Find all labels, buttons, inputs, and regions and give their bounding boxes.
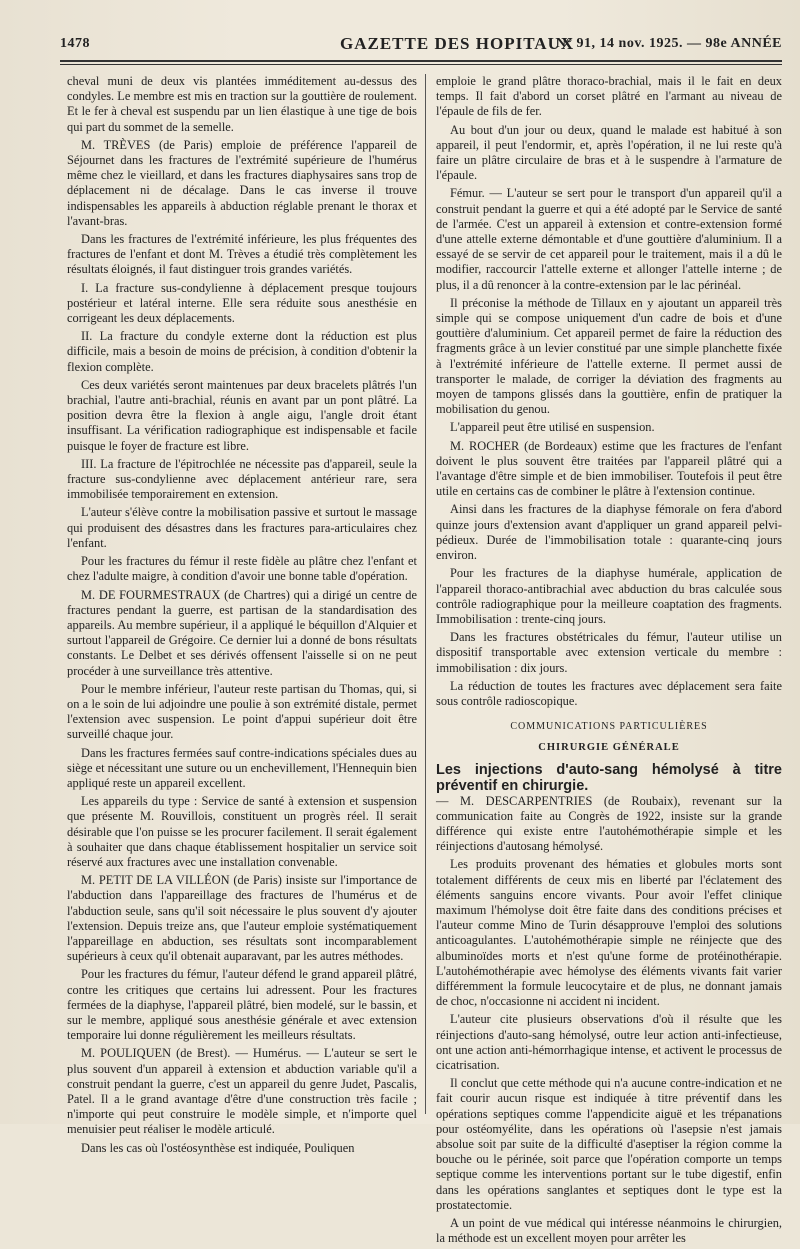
paragraph: Pour les fractures du fémur il reste fidèle au plâtre chez l'enfant et chez l'adulte maigre, à condition d'avoir une bonne table d'opération. <box>67 554 417 584</box>
paragraph: Ainsi dans les fractures de la diaphyse fémorale on fera d'abord quinze jours d'extension avant d'appliquer un grand appareil pelvi-pédieux. Durée de l'immobilisation totale : quarante-cinq jours environ. <box>436 502 782 563</box>
paragraph: Dans les fractures obstétricales du fémur, l'auteur utilise un dispositif transportable avec extension verticale du membre : immobilisation : dix jours. <box>436 630 782 675</box>
paragraph: I. La fracture sus-condylienne à déplacement presque toujours postérieur et latéral interne. Elle sera réduite sous anesthésie en corrigeant les deux déplacements. <box>67 280 417 326</box>
subsection-heading: CHIRURGIE GÉNÉRALE <box>538 742 680 754</box>
paragraph: cheval muni de deux vis plantées imméditement au-dessus des condyles. Le membre est mis en traction sur la gouttière de roulement. Et le fer à cheval est suspendu par un lien élastique à une tige de bois qui part du sommet de la semelle. <box>67 74 417 134</box>
paragraph: III. La fracture de l'épitrochlée ne nécessite pas d'appareil, seule la fracture sus-condylienne avec déplacement antérieur rare, sera immobilisée temporairement en extension. <box>67 456 417 502</box>
paragraph: — M. DESCARPENTRIES (de Roubaix), revenant sur la communication faite au Congrès de 1922, insiste sur la grande différence qui existe entre l'autohémothérapie simple et les réinjections d'autosang hémolysé. <box>436 793 782 854</box>
paragraph: M. PETIT DE LA VILLÉON (de Paris) insiste sur l'importance de l'abduction dans l'appareillage des fractures de l'humérus et de l'abduction seule, sans qu'il soit nécessaire le plus souvent d'y ajouter l'extension. Depuis treize ans, que l'auteur emploie systématiquement l'appareillage en abduction, ses résultats sont incomparablement supérieurs à ceux qu'il obtenait auparavant, par les autres méthodes. <box>67 873 417 964</box>
paragraph: emploie le grand plâtre thoraco-brachial, mais il le fait en deux temps. Il fait d'abord un corset plâtré en l'armant au niveau de l'épaule de fils de fer. <box>436 74 782 119</box>
paragraph: M. TRÈVES (de Paris) emploie de préférence l'appareil de Séjournet dans les fractures de l'extrémité supérieure de l'humérus même chez le vieillard, et dans les fractures diaphysaires sans trop de déplacement ni de décalage. Dans le cas inverse il trouve indispensables les appareils à abduction réglable prenant le thorax et l'avant-bras. <box>67 137 417 228</box>
header-rule <box>60 60 782 62</box>
paragraph: M. POULIQUEN (de Brest). — Humérus. — L'auteur se sert le plus souvent d'un appareil à extension et abduction variable qu'il a construit pendant la guerre, c'est un appareil du genre Judet, Pascalis, Patel. Il a le grand avantage d'être d'une construction très facile ; n'importe qui peut construire le modèle simple, et n'importe quel menuisier peut réaliser le modèle articulé. <box>67 1046 417 1137</box>
paragraph: L'auteur s'élève contre la mobilisation passive et surtout le massage qui produisent des désastres dans les fractures para-articulaires chez l'enfant. <box>67 505 417 550</box>
right-column <box>436 74 782 1249</box>
paragraph: Les produits provenant des hématies et globules morts sont totalement différents de ceux mis en liberté par l'éclatement des éléments sanguins encore vivants. Pour avoir l'effet clinique maximum l'hémolyse doit être faite dans des conditions précises et l'auteur comme Mino de Turin désapprouve l'emploi des solutions anticoagulantes. L'autohémothérapie simple ne réinjecte que des albuminoïdes morts et n'est qu'une forme de protéinothérapie. L'autohémothérapie avec hémolyse des éléments vivants fait varier différemment la formule leucocytaire et de plus, ne donnant jamais de choc, n'occasionne ni accident ni incident. <box>436 857 782 1009</box>
paragraph: A un point de vue médical qui intéresse néanmoins le chirurgien, la méthode est un excellent moyen pour arrêter les <box>436 1216 782 1246</box>
paragraph: Pour les fractures du fémur, l'auteur défend le grand appareil plâtré, contre les critiques que certains lui adressent. Pour les fractures fermées de la diaphyse, l'appareil plâtré, bien modelé, sur le bassin, et sur le membre, appliqué sous anesthésie générale et avec extension temporaire lui donne régulièrement les meilleurs résultats. <box>67 967 417 1043</box>
paragraph: La réduction de toutes les fractures avec déplacement sera faite sous contrôle radioscopique. <box>436 678 782 708</box>
paragraph: Pour le membre inférieur, l'auteur reste partisan du Thomas, qui, si on a le soin de lui adjoindre une poulie à son extrémité distale, permet l'extension avec suspension. Le point d'appui supérieur doit être surveillé chaque jour. <box>67 681 417 742</box>
header-rule-thin <box>60 64 782 65</box>
paragraph: M. DE FOURMESTRAUX (de Chartres) qui a dirigé un centre de fractures pendant la guerre, est partisan de la standardisation des appareils. Au membre supérieur, il a appliqué le béquillon d'Alquier et surtout l'appareil de Grégoire. Ce dernier lui a donné de bons résultats constants. Le Delbet et ses dérivés offensent l'aisselle si on ne peut procéder à une surveillance très attentive. <box>67 587 417 678</box>
paragraph: Dans les fractures de l'extrémité inférieure, les plus fréquentes des fractures de l'enfant et dont M. Trèves a étudié très complètement les résultats éloignés, il faut distinguer trois grandes variétés. <box>67 232 417 277</box>
issue-info: N° 91, 14 nov. 1925. — 98e ANNÉE <box>555 36 782 51</box>
paragraph: Ces deux variétés seront maintenues par deux bracelets plâtrés l'un brachial, l'autre anti-brachial, réunis en avant par un pont plâtré. La position devra être la flexion à angle aigu, l'angle droit étant insuffisant. La vérification radiographique est indispensable et facile puisque le foyer de fracture est libre. <box>67 377 417 453</box>
paragraph: Dans les fractures fermées sauf contre-indications spéciales dues au siège et nécessitant une suture ou un enchevillement, l'Hennequin bien appliqué reste un appareil excellent. <box>67 745 417 790</box>
paragraph: L'auteur cite plusieurs observations d'où il résulte que les réinjections d'auto-sang hémolysé, outre leur action anti-infectieuse, ont une action anti-hémorrhagique intense, et activent le processus de cicatrisation. <box>436 1012 782 1072</box>
paragraph: II. La fracture du condyle externe dont la réduction est plus difficile, mais a besoin de moins de précision, à condition d'obtenir la flexion complète. <box>67 329 417 374</box>
paragraph: M. ROCHER (de Bordeaux) estime que les fractures de l'enfant doivent le plus souvent être traitées par l'appareil plâtré qui a l'avantage d'être simple et de bien immobiliser. Toutefois il peut être utile en certains cas de combiner le plâtre à l'extension continue. <box>436 438 782 499</box>
paragraph: Les appareils du type : Service de santé à extension et suspension que présente M. Rouvillois, constituent un progrès réel. Il serait désirable que l'on puisse se les procurer facilement. Il serait également à souhaiter que dans chaque établissement hospitalier un service soit réservé aux fractures avec une installation convenable. <box>67 794 417 869</box>
page-header <box>60 32 782 60</box>
paragraph: Fémur. — L'auteur se sert pour le transport d'un appareil qu'il a construit pendant la guerre et qui a été adopté par le Service de santé de l'armée. C'est un appareil à extension et contre-extension formé d'une attelle externe démontable et d'une gouttière d'aluminium. Il a essayé de se servir de cet appareil pour le traitement, mais il a dû le modifier, raccourcir l'attelle externe et allonger l'attelle interne ; de plus, il a dû renoncer à la contre-extension par le lac périnéal. <box>436 186 782 292</box>
paragraph: Il conclut que cette méthode qui n'a aucune contre-indication et ne fait courir aucun risque est indiquée à titre préventif dans les opérations septiques comme l'appendicite aiguë et les trépanations pour ostéomyélite, dans les opérations où l'asepsie n'est jamais absolue soit par suite de la difficulté d'aseptiser la région comme la bouche ou le périnée, soit parce que l'opération comporte un temps septique comme les interventions portant sur le tube digestif, enfin dans les opérations sanglantes et septiques dont le type est la prostatectomie. <box>436 1076 782 1212</box>
paragraph: Au bout d'un jour ou deux, quand le malade est habitué à son appareil, il peut l'endormir, et, après l'opération, il ne lui reste qu'à faire un plâtre circulaire de bras et à le suspendre à l'armature de l'épaule. <box>436 122 782 183</box>
page-number: 1478 <box>60 36 90 51</box>
article-title: Les injections d'auto-sang hémolysé à titre préventif en chirurgie. <box>436 761 782 794</box>
left-column <box>67 74 417 1159</box>
column-divider <box>425 74 426 1114</box>
paragraph: Pour les fractures de la diaphyse humérale, application de l'appareil thoraco-antibrachial avec abduction du bras calculée sous contrôle radiographique pour la meilleure coaptation des fragments. Immobilisation : trente-cinq jours. <box>436 566 782 626</box>
paragraph: L'appareil peut être utilisé en suspension. <box>450 420 655 435</box>
journal-title: GAZETTE DES HOPITAUX <box>340 34 575 53</box>
paragraph: Il préconise la méthode de Tillaux en y ajoutant un appareil très simple qui se compose uniquement d'un cadre de bois et d'une gouttière d'aluminium. Cet appareil permet de faire la réduction des fragments grâce à un levier constitué par une simple planchette fixée à l'extrémité inférieure de l'attelle externe. Il permet aussi de transporter le malade, de corriger la déviation des fragments au moyen de tampons glissés dans la gouttière, enfin de pratiquer la mobilisation du genou. <box>436 295 782 417</box>
section-heading: COMMUNICATIONS PARTICULIÈRES <box>510 721 708 733</box>
paragraph: Dans les cas où l'ostéosynthèse est indiquée, Pouliquen <box>81 1140 355 1155</box>
